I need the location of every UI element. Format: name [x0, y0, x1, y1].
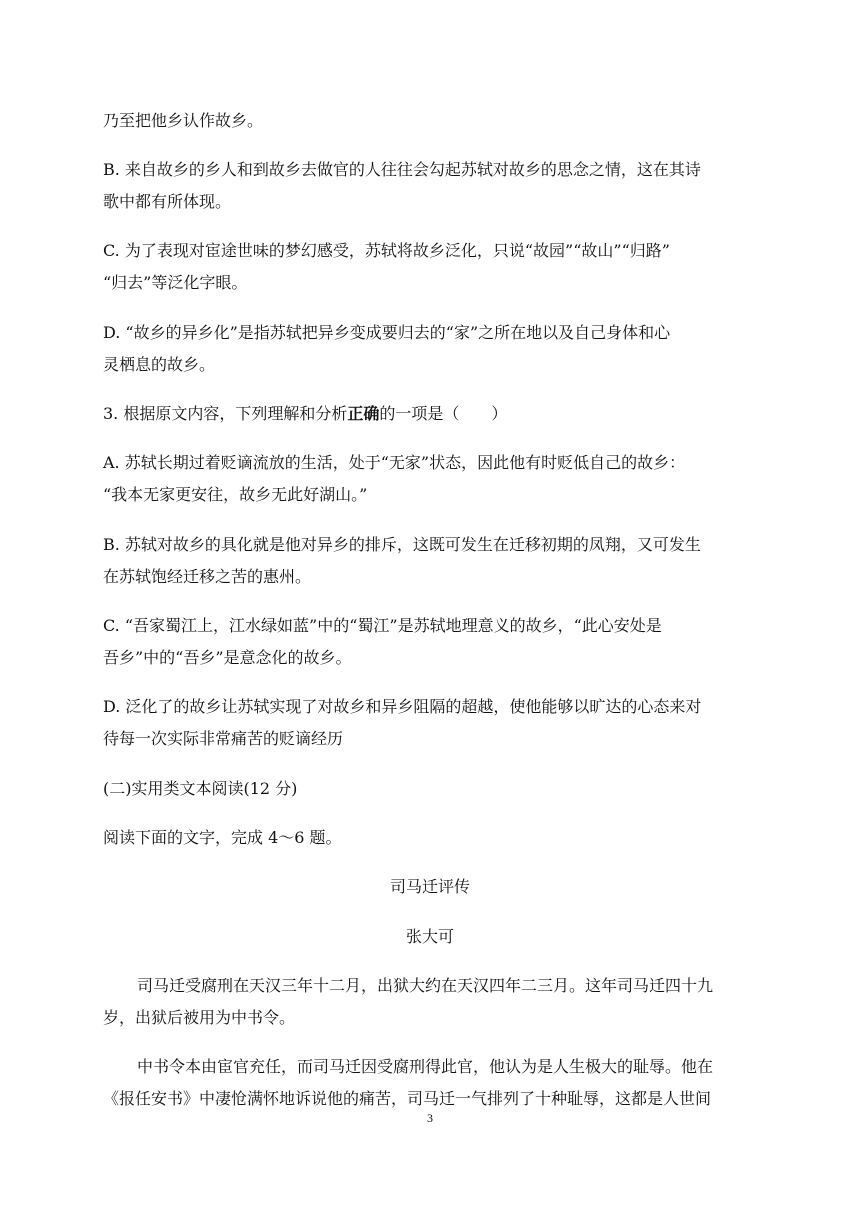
article-title: 司马迁评传 [389, 877, 470, 896]
section-heading: (二)实用类文本阅读(12 分) [103, 779, 298, 798]
q3-option-b-line2: 在苏轼饱经迁移之苦的惠州。 [103, 567, 312, 586]
question-3-keyword: 正确 [347, 404, 380, 423]
q2-option-d-line1: D. “故乡的异乡化”是指苏轼把异乡变成要归去的“家”之所在地以及自己身体和心 [103, 323, 671, 342]
q3-option-a-line1: A. 苏轼长期过着贬谪流放的生活，处于“无家”状态，因此他有时贬低自己的故乡： [103, 453, 686, 472]
paragraph-2-line2: 《报任安书》中凄怆满怀地诉说他的痛苦，司马迁一气排列了十种耻辱，这都是人世间 [103, 1089, 712, 1108]
q2-option-c-line1: C. 为了表现对宦途世味的梦幻感受，苏轼将故乡泛化，只说“故园”“故山”“归路” [103, 241, 670, 260]
article-author: 张大可 [405, 927, 454, 946]
paragraph-2-line1: 中书令本由宦官充任，而司马迁因受腐刑得此官，他认为是人生极大的耻辱。他在 [137, 1057, 714, 1076]
q3-option-d-line1: D. 泛化了的故乡让苏轼实现了对故乡和异乡阻隔的超越，使他能够以旷达的心态来对 [103, 697, 702, 716]
q3-option-c-line1: C. “吾家蜀江上，江水绿如蓝”中的“蜀江”是苏轼地理意义的故乡，“此心安处是 [103, 616, 662, 635]
question-3-stem-suffix: 的一项是（ ） [379, 404, 508, 423]
page-number: 3 [427, 1111, 433, 1125]
q3-option-b-line1: B. 苏轼对故乡的具化就是他对异乡的排斥，这既可发生在迁移初期的凤翔，又可发生 [103, 535, 701, 554]
q2-option-c-line2: “归去”等泛化字眼。 [103, 273, 248, 292]
paragraph-1-line1: 司马迁受腐刑在天汉三年十二月，出狱大约在天汉四年二三月。这年司马迁四十九 [137, 976, 714, 995]
q2-option-d-line2: 灵栖息的故乡。 [103, 355, 216, 374]
option-a-continuation: 乃至把他乡认作故乡。 [103, 111, 264, 130]
question-3-stem-prefix: 3. 根据原文内容，下列理解和分析 [103, 404, 348, 423]
q2-option-b-line1: B. 来自故乡的乡人和到故乡去做官的人往往会勾起苏轼对故乡的思念之情，这在其诗 [103, 160, 701, 179]
question-3-stem [103, 402, 773, 426]
q3-option-a-line2: “我本无家更安往，故乡无此好湖山。” [103, 485, 368, 504]
paragraph-1-line2: 岁，出狱后被用为中书令。 [103, 1008, 296, 1027]
q3-option-d-line2: 待每一次实际非常痛苦的贬谪经历 [103, 729, 344, 748]
reading-instruction: 阅读下面的文字，完成 4～6 题。 [103, 828, 342, 847]
q3-option-c-line2: 吾乡”中的“吾乡”是意念化的故乡。 [103, 648, 352, 667]
q2-option-b-line2: 歌中都有所体现。 [103, 192, 232, 211]
